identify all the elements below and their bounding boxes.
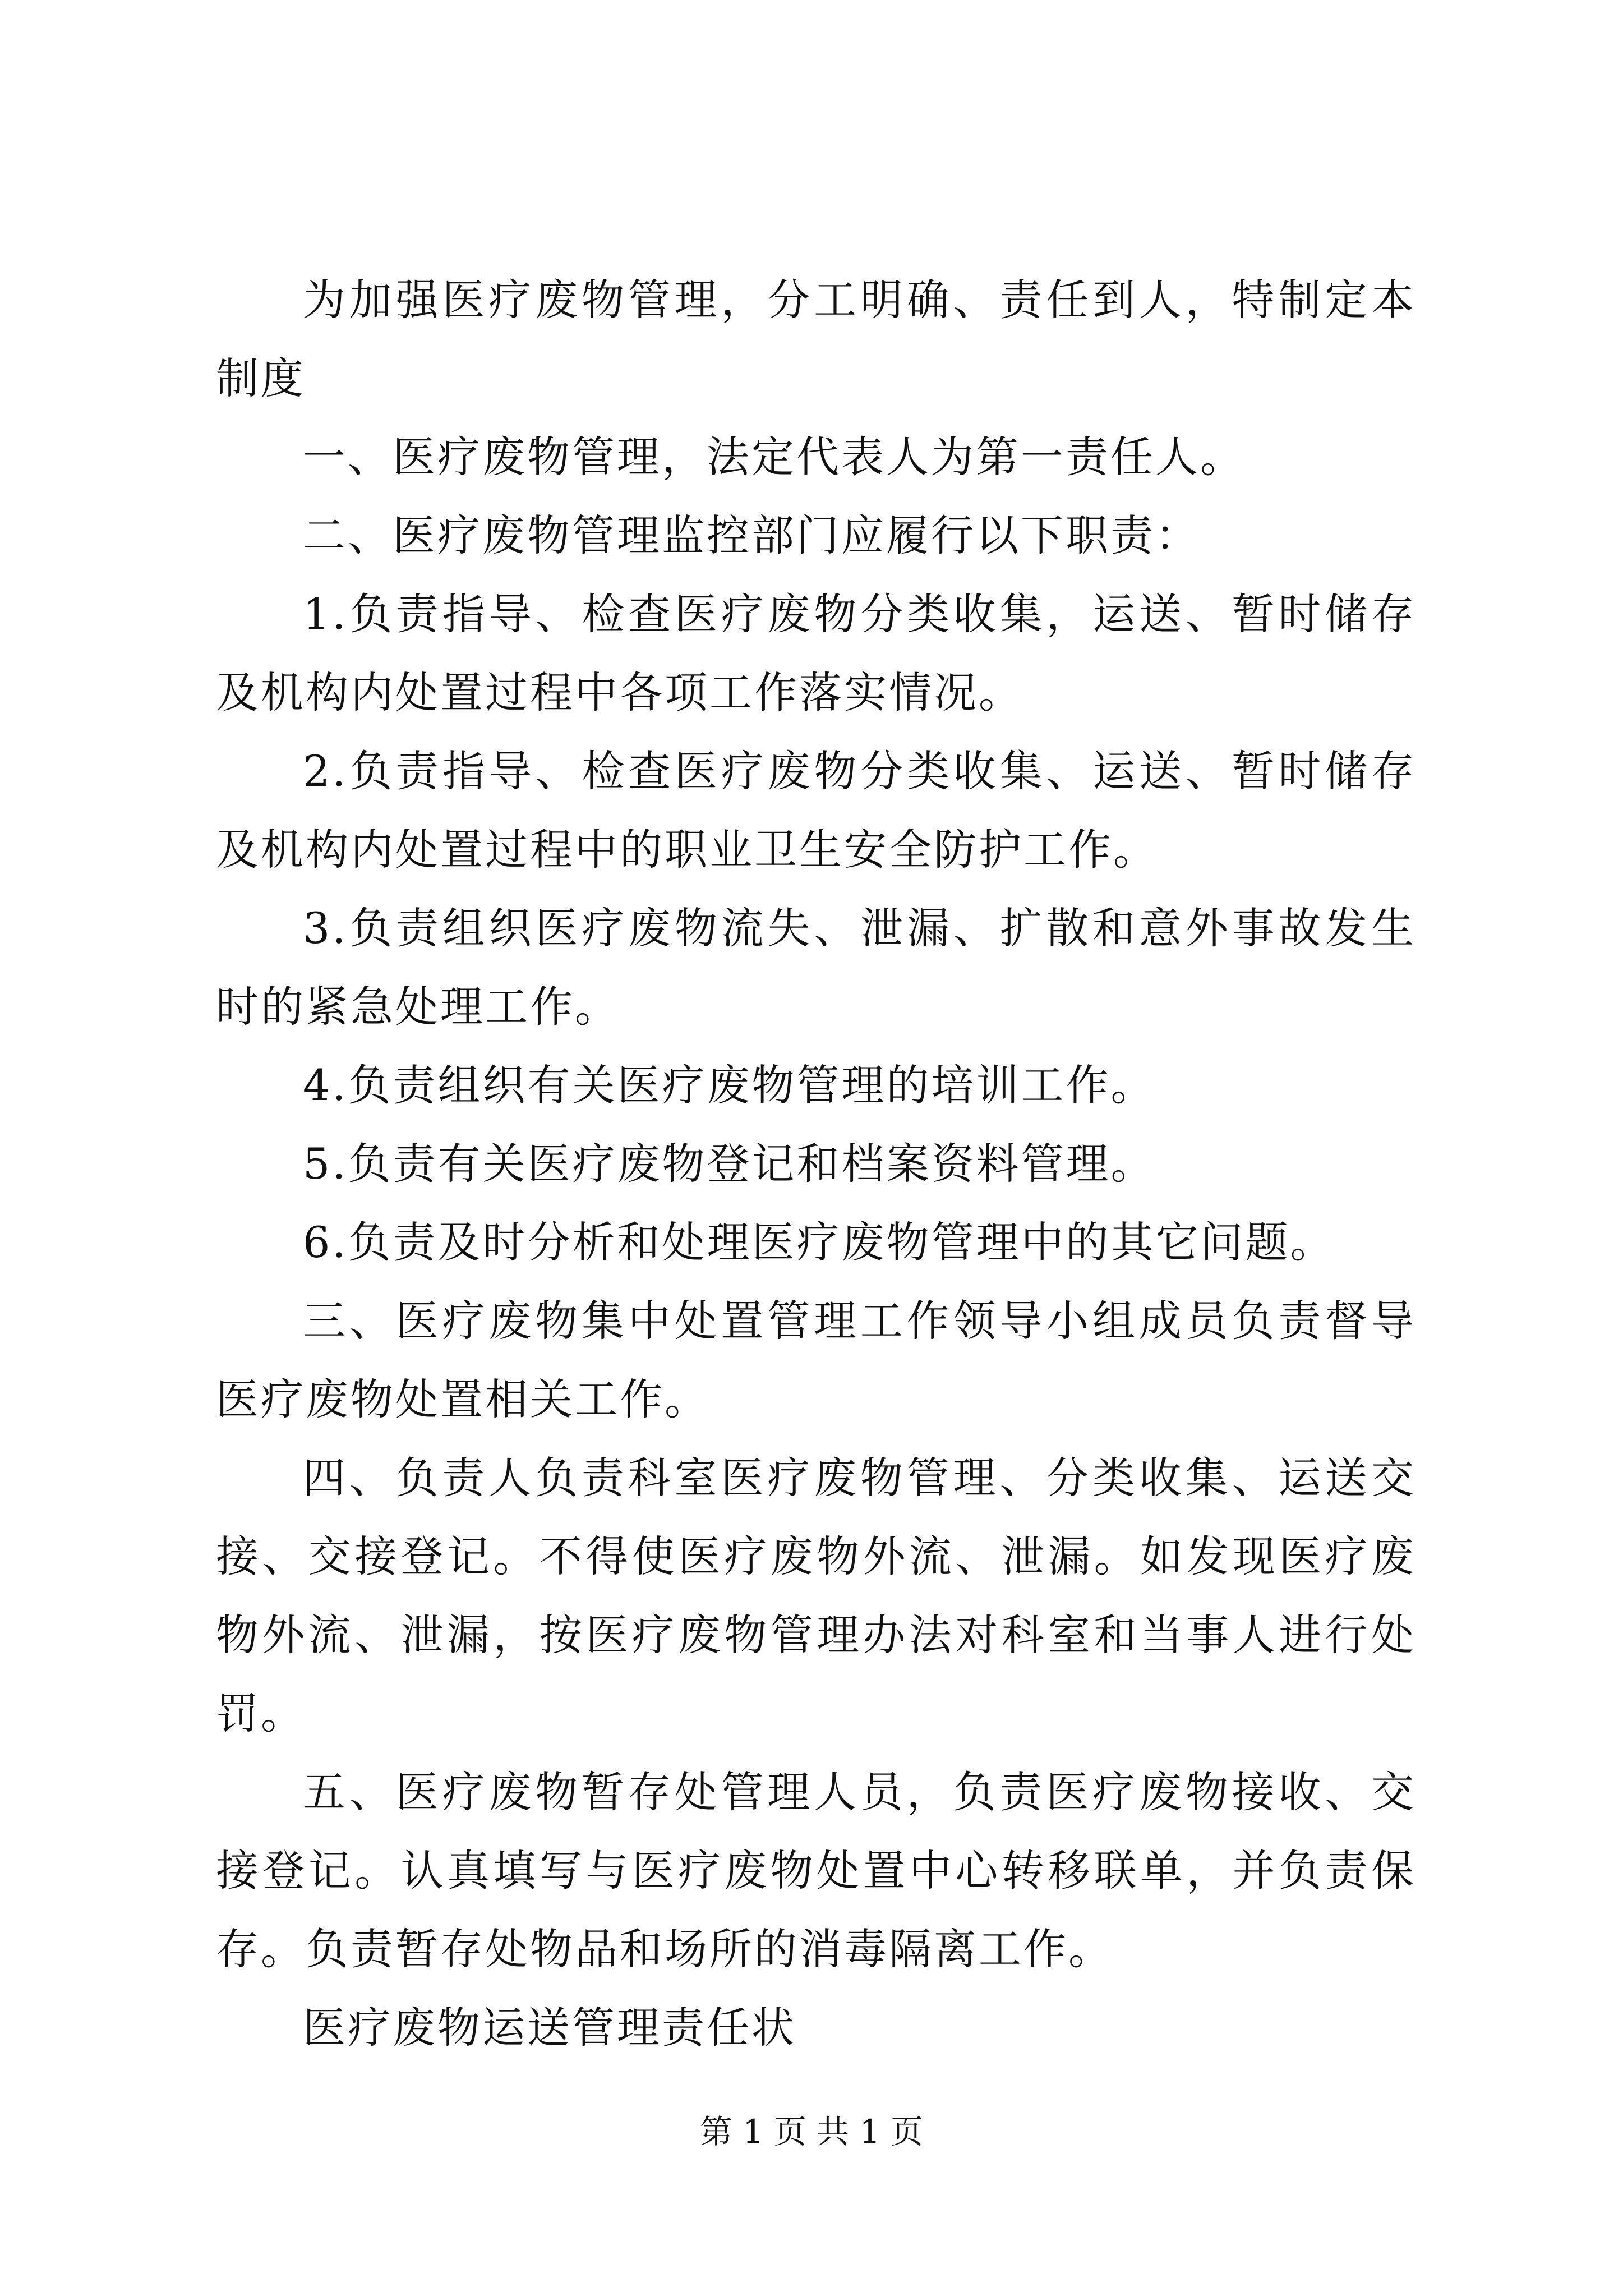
paragraph-duty-6: 6.负责及时分析和处理医疗废物管理中的其它问题。: [303, 1217, 1335, 1267]
paragraph-duty-5: 5.负责有关医疗废物登记和档案资料管理。: [303, 1139, 1156, 1189]
paragraph-closing-title: 医疗废物运送管理责任状: [303, 2003, 796, 2053]
document-body: [216, 261, 1416, 2067]
paragraph-item-3: 三、医疗废物集中处置管理工作领导小组成员负责督导医疗废物处置相关工作。: [216, 1296, 1416, 1424]
paragraph-item-4: 四、负责人负责科室医疗废物管理、分类收集、运送交接、交接登记。不得使医疗废物外流、泄漏。如发现医疗废物外流、泄漏，按医疗废物管理办法对科室和当事人进行处罚。: [216, 1453, 1416, 1738]
paragraph-item-1: 一、医疗废物管理，法定代表人为第一责任人。: [303, 432, 1245, 482]
paragraph-duty-1: 1.负责指导、检查医疗废物分类收集，运送、暂时储存及机构内处置过程中各项工作落实情况。: [216, 589, 1416, 717]
paragraph-duty-4: 4.负责组织有关医疗废物管理的培训工作。: [303, 1060, 1156, 1110]
page-footer: 第 1 页 共 1 页: [700, 2113, 923, 2151]
paragraph-item-2: 二、医疗废物管理监控部门应履行以下职责：: [303, 510, 1200, 560]
paragraph-item-5: 五、医疗废物暂存处管理人员，负责医疗废物接收、交接登记。认真填写与医疗废物处置中心转移联单，并负责保存。负责暂存处物品和场所的消毒隔离工作。: [216, 1767, 1416, 1974]
paragraph-intro: 为加强医疗废物管理，分工明确、责任到人，特制定本制度: [216, 275, 1416, 403]
paragraph-duty-3: 3.负责组织医疗废物流失、泄漏、扩散和意外事故发生时的紧急处理工作。: [216, 903, 1416, 1032]
paragraph-duty-2: 2.负责指导、检查医疗废物分类收集、运送、暂时储存及机构内处置过程中的职业卫生安全防护工作。: [216, 746, 1416, 875]
